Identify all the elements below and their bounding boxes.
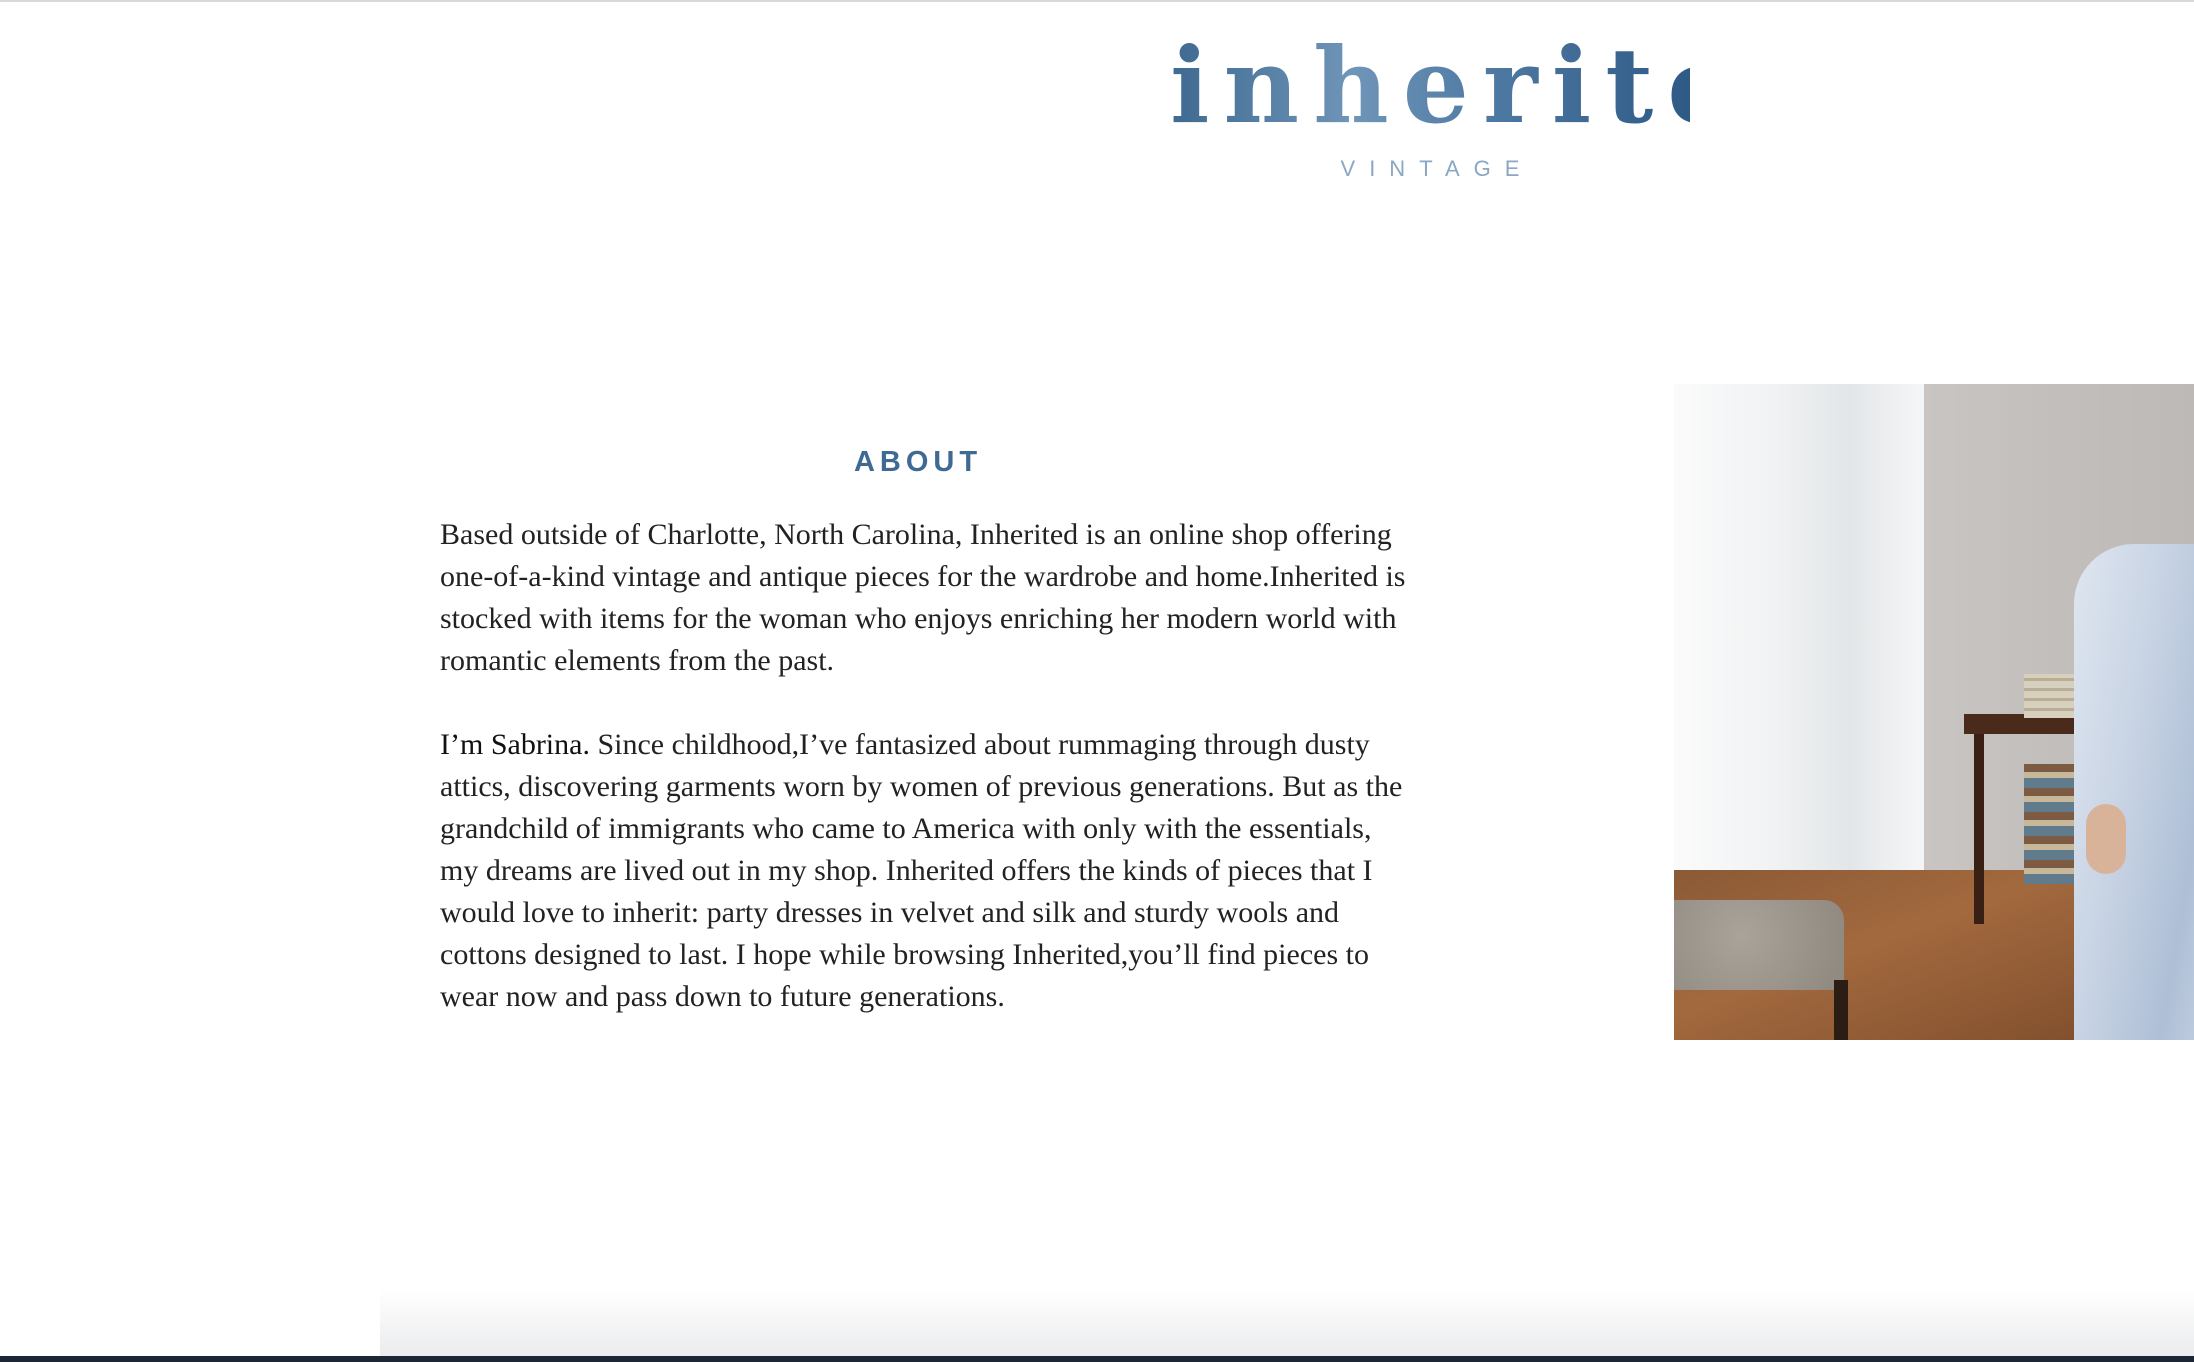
logo-link[interactable]: [1170, 24, 1835, 181]
about-paragraph-2-text: Since childhood,I’ve fantasized about rummaging through dusty attics, discovering garments worn by women of previous generations. But as the grandchild of immigrants who came to America with only with the essentials, my dreams are lived out in my shop. Inherited offers the kinds of pieces that I would love to inherit: party dresses in velvet and silk and sturdy wools and cottons designed to last. I hope while browsing Inherited,you’ll find pieces to wear now and pass down to future generations.: [440, 728, 1403, 1013]
intro-name: I’m Sabrina.: [440, 728, 590, 761]
photo-curtain: [1674, 384, 1924, 944]
photo-dress: [2074, 544, 2194, 1040]
photo-table-leg: [1974, 734, 1984, 924]
bottom-edge: [0, 1356, 2194, 1362]
photo-hand: [2086, 804, 2126, 874]
about-paragraph-1: Based outside of Charlotte, North Carolina, Inherited is an online shop offering one-of-a-kind vintage and antique pieces for the wardrobe and home.Inherited is stocked with items for the woman who enjoys enriching her modern world with romantic elements from the past.: [440, 518, 1406, 677]
logo-wordmark: inherited: [1170, 24, 1835, 147]
about-paragraph-2: [440, 724, 1415, 1018]
photo-stool: [1674, 900, 1844, 990]
about-photo: [1674, 384, 2194, 1040]
logo-tagline: VINTAGE: [1340, 156, 1534, 181]
about-body: [440, 514, 1415, 1060]
photo-stool-leg: [1834, 980, 1848, 1040]
top-divider: [0, 0, 2194, 2]
bottom-shadow: [380, 1290, 2194, 1356]
about-heading: ABOUT: [853, 446, 983, 478]
